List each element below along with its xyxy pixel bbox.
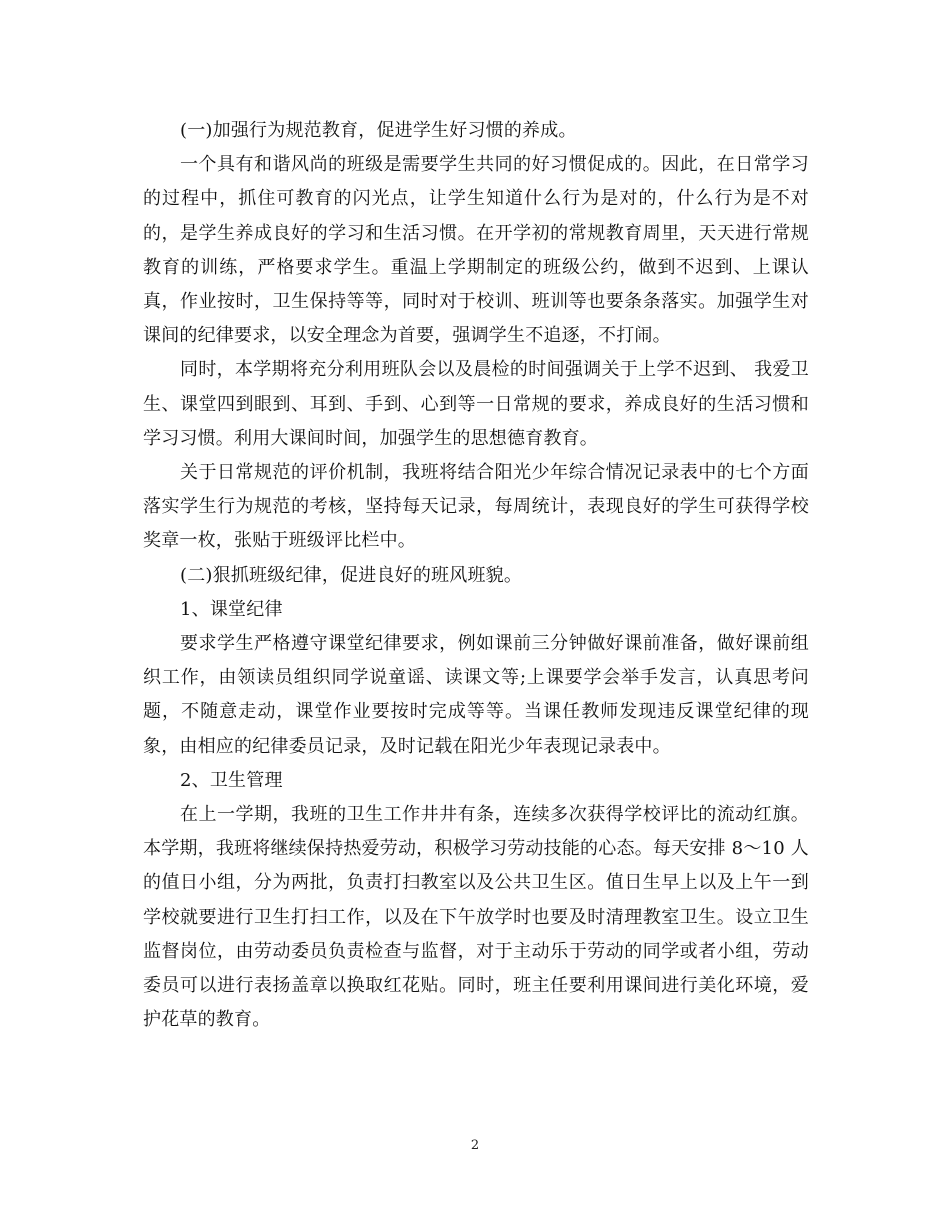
paragraph: 在上一学期，我班的卫生工作井井有条，连续多次获得学校评比的流动红旗。本学期，我班将继续保持热爱劳动，积极学习劳动技能的心态。每天安排 8～10 人的值日小组，分为两批，负责打扫教室以及公共卫生区。值日生早上以及上午一到学校就要进行卫生打扫工作，以及在下午放学时也要及时清理教室卫生。设立卫生监督岗位，由劳动委员负责检查与监督，对于主动乐于劳动的同学或者小组，劳动委员可以进行表扬盖章以换取红花贴。同时，班主任要利用课间进行美化环境，爱护花草的教育。 [143, 804, 809, 1031]
section-heading-2: (二)狠抓班级纪律，促进良好的班风班貌。 [180, 564, 523, 586]
paragraph: 同时，本学期将充分利用班队会以及晨检的时间强调关于上学不迟到、 我爱卫生、课堂四到眼到、耳到、手到、心到等一日常规的要求，养成良好的生活习惯和学习习惯。利用大课间时间，加强学生的思想德育教育。 [143, 359, 809, 449]
section-heading-1: (一)加强行为规范教育，促进学生好习惯的养成。 [180, 120, 577, 141]
paragraph: 一个具有和谐风尚的班级是需要学生共同的好习惯促成的。因此，在日常学习的过程中，抓住可教育的闪光点，让学生知道什么行为是对的，什么行为是不对的，是学生养成良好的学习和生活习惯。在开学初的常规教育周里，天天进行常规教育的训练，严格要求学生。重温上学期制定的班级公约，做到不迟到、上课认真，作业按时，卫生保持等等，同时对于校训、班训等也要条条落实。加强学生对课间的纪律要求，以安全理念为首要，强调学生不追逐，不打闹。 [143, 154, 809, 347]
page-number: 2 [470, 1138, 480, 1153]
paragraph: 关于日常规范的评价机制，我班将结合阳光少年综合情况记录表中的七个方面落实学生行为规范的考核，坚持每天记录，每周统计，表现良好的学生可获得学校奖章一枚，张贴于班级评比栏中。 [143, 462, 809, 552]
subheading-hygiene-management: 2、卫生管理 [180, 769, 283, 791]
paragraph: 要求学生严格遵守课堂纪律要求，例如课前三分钟做好课前准备，做好课前组织工作，由领读员组织同学说童谣、读课文等;上课要学会举手发言，认真思考问题，不随意走动，课堂作业要按时完成等等。当课任教师发现违反课堂纪律的现象，由相应的纪律委员记录，及时记载在阳光少年表现记录表中。 [143, 633, 809, 757]
body-text [143, 114, 809, 1037]
subheading-classroom-discipline: 1、课堂纪律 [180, 598, 283, 620]
